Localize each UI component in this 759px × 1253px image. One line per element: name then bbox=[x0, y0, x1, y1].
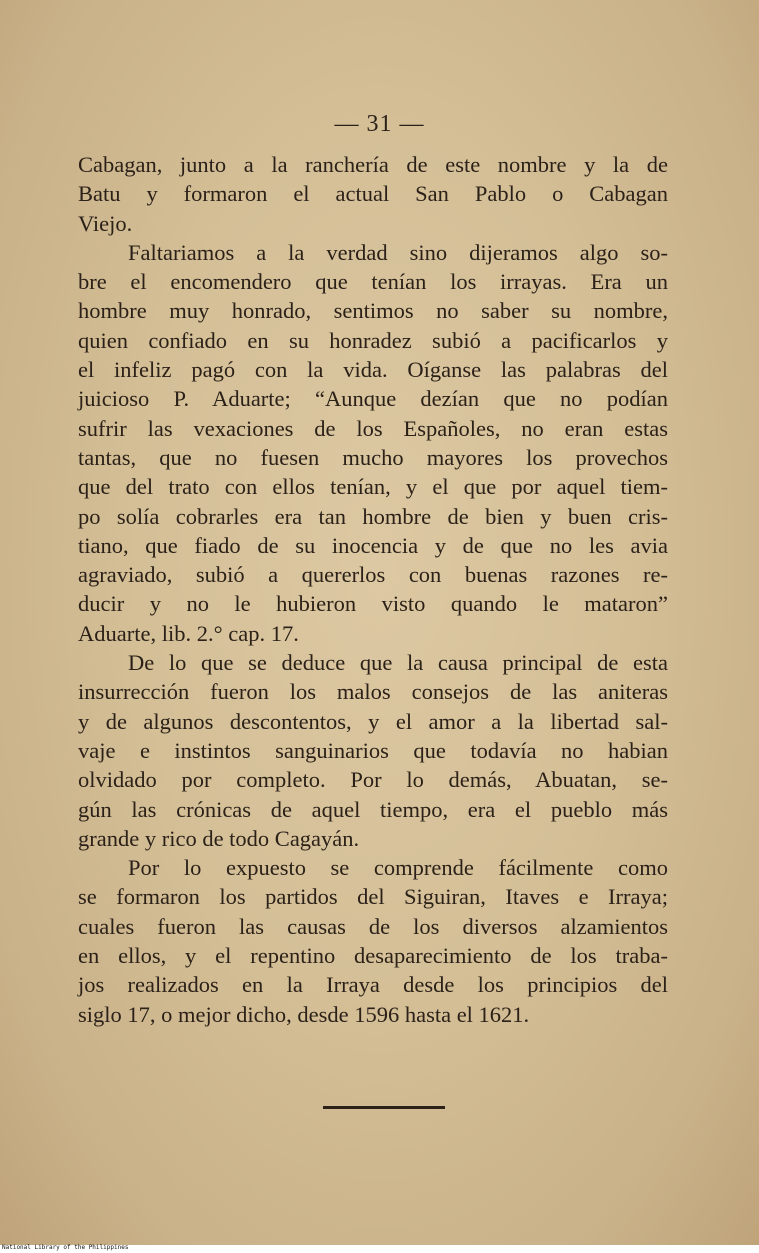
text-line: Aduarte, lib. 2.° cap. 17. bbox=[78, 620, 299, 646]
text-line: Cabagan, junto a la ranchería de este nombre y la de bbox=[78, 152, 668, 177]
text-line: Batu y formaron el actual San Pablo o Cabagan bbox=[78, 181, 668, 207]
text-line: ducir y no le hubieron visto quando le mataron” bbox=[78, 591, 668, 617]
text-line: hombre muy honrado, sentimos no saber su nombre, bbox=[78, 298, 668, 324]
text-line: agraviado, subió a quererlos con buenas razones re- bbox=[78, 562, 668, 588]
text-line: Por lo expuesto se comprende fácilmente como bbox=[128, 855, 668, 881]
page-number: — 31 — bbox=[334, 111, 425, 137]
footer-credit: National Library of the Philippines bbox=[2, 1244, 129, 1251]
text-line: Faltariamos a la verdad sino dijeramos algo so- bbox=[128, 239, 668, 265]
text-line: tantas, que no fuesen mucho mayores los provechos bbox=[78, 444, 668, 470]
text-line: jos realizados en la Irraya desde los principios del bbox=[78, 972, 668, 998]
text-line: insurrección fueron los malos consejos de las aniteras bbox=[78, 679, 668, 705]
text-line: olvidado por completo. Por lo demás, Abuatan, se- bbox=[78, 767, 668, 793]
text-line: vaje e instintos sanguinarios que todavía no habian bbox=[78, 737, 668, 763]
text-line: el infeliz pagó con la vida. Oíganse las palabras del bbox=[78, 357, 668, 383]
text-line: cuales fueron las causas de los diversos alzamientos bbox=[78, 913, 668, 939]
text-line: Viejo. bbox=[78, 210, 133, 236]
text-line: se formaron los partidos del Siguiran, Itaves e Irraya; bbox=[78, 884, 668, 910]
text-line: y de algunos descontentos, y el amor a la libertad sal- bbox=[78, 708, 668, 734]
text-line: juicioso P. Aduarte; “Aunque dezían que no podían bbox=[78, 386, 668, 412]
text-line: De lo que se deduce que la causa principal de esta bbox=[128, 650, 668, 676]
text-line: siglo 17, o mejor dicho, desde 1596 hasta el 1621. bbox=[78, 1001, 530, 1027]
text-line: quien confiado en su honradez subió a pacificarlos y bbox=[78, 327, 668, 353]
text-line: sufrir las vexaciones de los Españoles, no eran estas bbox=[78, 415, 668, 441]
end-separator-rule bbox=[323, 1106, 445, 1109]
text-line: que del trato con ellos tenían, y el que por aquel tiem- bbox=[78, 474, 668, 500]
text-line: gún las crónicas de aquel tiempo, era el pueblo más bbox=[78, 796, 668, 822]
text-line: po solía cobrarles era tan hombre de bien y buen cris- bbox=[78, 503, 668, 529]
text-line: en ellos, y el repentino desaparecimiento de los traba- bbox=[78, 943, 668, 969]
text-line: bre el encomendero que tenían los irrayas. Era un bbox=[78, 269, 668, 295]
text-line: grande y rico de todo Cagayán. bbox=[78, 825, 360, 851]
text-line: tiano, que fiado de su inocencia y de que no les avia bbox=[78, 532, 668, 558]
body-text bbox=[78, 150, 668, 1029]
